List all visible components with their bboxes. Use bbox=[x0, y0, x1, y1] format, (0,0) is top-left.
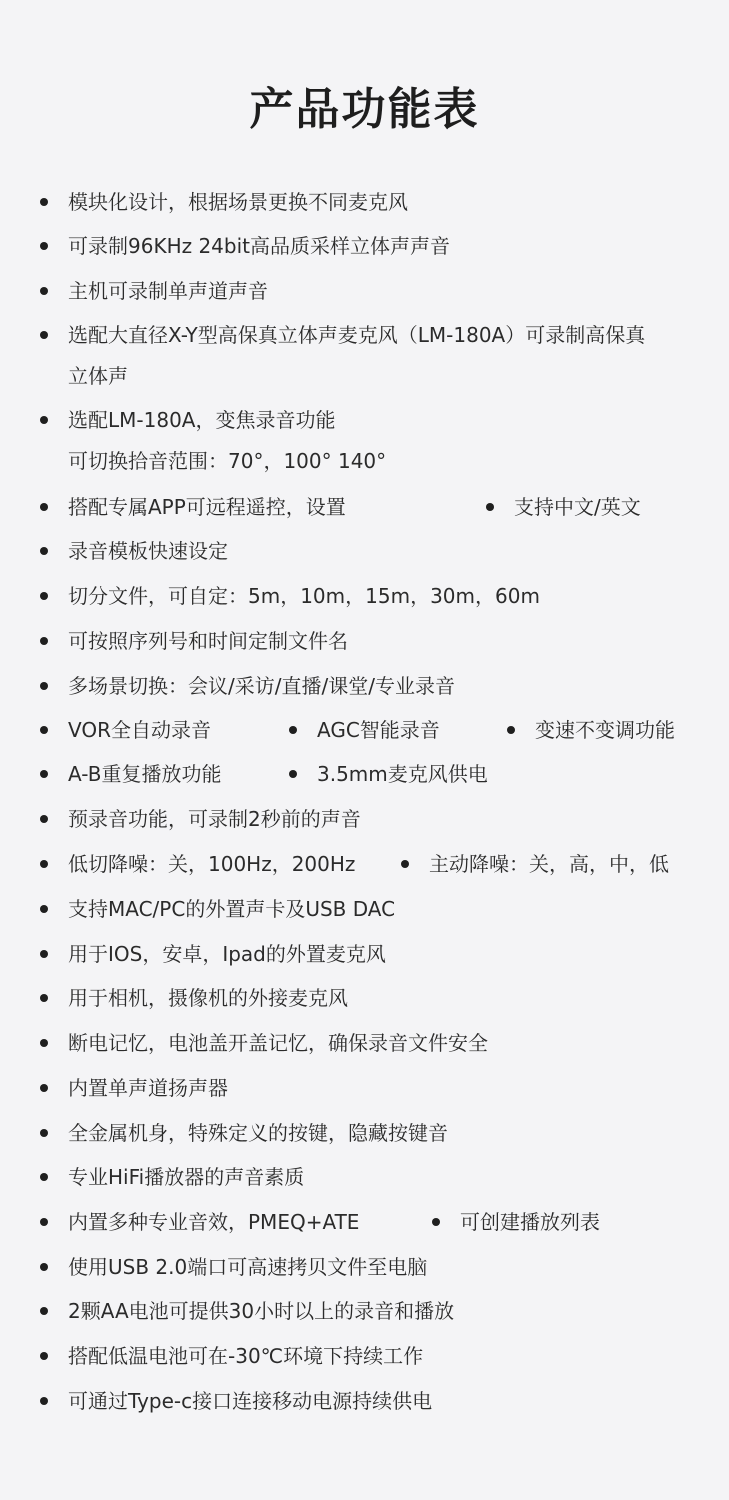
feature-text: VOR全自动录音 bbox=[68, 718, 211, 742]
feature-text: 可按照序列号和时间定制文件名 bbox=[68, 629, 348, 653]
bullet-icon bbox=[40, 1039, 48, 1047]
feature-text: 可通过Type-c接口连接移动电源持续供电 bbox=[68, 1389, 433, 1413]
bullet-icon bbox=[486, 503, 494, 511]
bullet-icon bbox=[40, 637, 48, 645]
bullet-icon bbox=[40, 416, 48, 424]
feature-text: 3.5mm麦克风供电 bbox=[317, 762, 488, 786]
feature-text: 多场景切换：会议/采访/直播/课堂/专业录音 bbox=[68, 674, 455, 698]
bullet-icon bbox=[40, 994, 48, 1002]
feature-text: 用于IOS，安卓，Ipad的外置麦克风 bbox=[68, 942, 386, 966]
feature-text: 模块化设计，根据场景更换不同麦克风 bbox=[68, 190, 408, 214]
feature-text: 用于相机，摄像机的外接麦克风 bbox=[68, 986, 348, 1010]
bullet-icon bbox=[289, 726, 297, 734]
feature-text: 低切降噪：关，100Hz，200Hz bbox=[68, 852, 356, 876]
bullet-icon bbox=[40, 592, 48, 600]
feature-text: 专业HiFi播放器的声音素质 bbox=[68, 1165, 305, 1189]
bullet-icon bbox=[289, 770, 297, 778]
bullet-icon bbox=[40, 198, 48, 206]
bullet-icon bbox=[40, 503, 48, 511]
feature-text: 全金属机身，特殊定义的按键，隐藏按键音 bbox=[68, 1121, 448, 1145]
bullet-icon bbox=[40, 547, 48, 555]
bullet-icon bbox=[507, 726, 515, 734]
bullet-icon bbox=[40, 950, 48, 958]
feature-text: 变速不变调功能 bbox=[535, 718, 675, 742]
feature-text: 主机可录制单声道声音 bbox=[68, 279, 268, 303]
bullet-icon bbox=[40, 770, 48, 778]
feature-text: 断电记忆，电池盖开盖记忆，确保录音文件安全 bbox=[68, 1031, 488, 1055]
feature-text: 内置单声道扬声器 bbox=[68, 1076, 228, 1100]
bullet-icon bbox=[40, 331, 48, 339]
feature-text: 可录制96KHz 24bit高品质采样立体声声音 bbox=[68, 234, 451, 258]
feature-text: 录音模板快速设定 bbox=[68, 539, 228, 563]
bullet-icon bbox=[40, 1397, 48, 1405]
feature-text: AGC智能录音 bbox=[317, 718, 440, 742]
feature-continuation: 立体声 bbox=[68, 364, 128, 388]
bullet-icon bbox=[40, 1129, 48, 1137]
feature-text: 可创建播放列表 bbox=[460, 1210, 600, 1234]
feature-text: 选配LM-180A，变焦录音功能 bbox=[68, 408, 336, 432]
bullet-icon bbox=[40, 905, 48, 913]
feature-text: 切分文件，可自定：5m，10m，15m，30m，60m bbox=[68, 584, 540, 608]
feature-text: 使用USB 2.0端口可高速拷贝文件至电脑 bbox=[68, 1255, 428, 1279]
bullet-icon bbox=[432, 1218, 440, 1226]
bullet-icon bbox=[40, 1307, 48, 1315]
bullet-icon bbox=[40, 815, 48, 823]
bullet-icon bbox=[40, 1352, 48, 1360]
feature-text: 支持中文/英文 bbox=[514, 495, 641, 519]
bullet-icon bbox=[401, 860, 409, 868]
bullet-icon bbox=[40, 242, 48, 250]
page-title: 产品功能表 bbox=[249, 84, 480, 135]
bullet-icon bbox=[40, 1263, 48, 1271]
feature-text: A-B重复播放功能 bbox=[68, 762, 222, 786]
bullet-icon bbox=[40, 287, 48, 295]
feature-text: 内置多种专业音效，PMEQ+ATE bbox=[68, 1210, 360, 1234]
feature-text: 2颗AA电池可提供30小时以上的录音和播放 bbox=[68, 1299, 455, 1323]
bullet-icon bbox=[40, 1173, 48, 1181]
bullet-icon bbox=[40, 682, 48, 690]
feature-text: 搭配低温电池可在-30℃环境下持续工作 bbox=[68, 1344, 424, 1368]
feature-text: 选配大直径X-Y型高保真立体声麦克风（LM-180A）可录制高保真 bbox=[68, 323, 646, 347]
bullet-icon bbox=[40, 1084, 48, 1092]
bullet-icon bbox=[40, 1218, 48, 1226]
feature-continuation: 可切换拾音范围：70°，100° 140° bbox=[68, 449, 387, 473]
feature-text: 搭配专属APP可远程遥控，设置 bbox=[68, 495, 346, 519]
feature-text: 预录音功能，可录制2秒前的声音 bbox=[68, 807, 361, 831]
feature-text: 支持MAC/PC的外置声卡及USB DAC bbox=[68, 897, 396, 921]
feature-text: 主动降噪：关，高，中，低 bbox=[429, 852, 669, 876]
bullet-icon bbox=[40, 860, 48, 868]
bullet-icon bbox=[40, 726, 48, 734]
